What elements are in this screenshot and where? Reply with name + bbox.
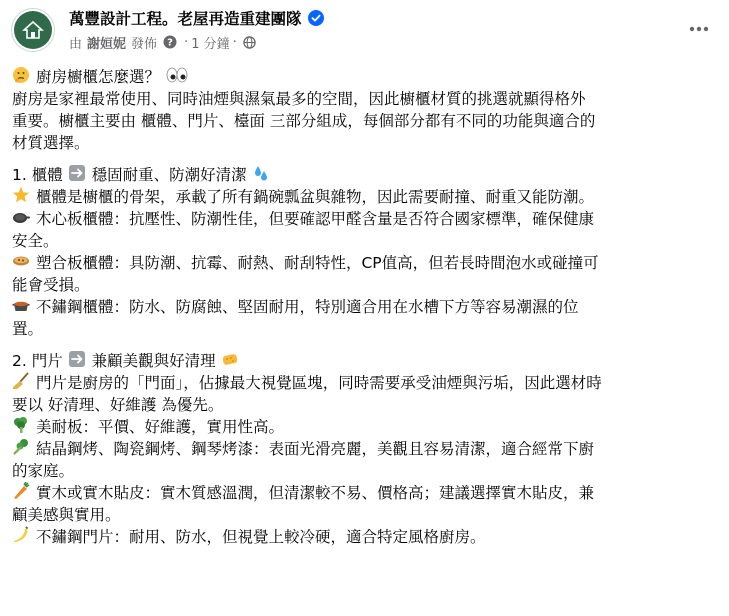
section1-item1-line <box>12 208 724 230</box>
post-body <box>12 66 724 548</box>
section2-desc-line <box>12 372 724 394</box>
pot-of-food-icon <box>12 296 30 320</box>
post-meta <box>69 32 256 52</box>
broccoli-icon <box>12 438 30 462</box>
section1-desc: 櫃體是櫥櫃的骨架，承載了所有鍋碗瓢盆與雜物，因此需要耐撞、耐重又能防潮。 <box>35 188 594 206</box>
section1-heading <box>12 164 724 186</box>
star-icon <box>12 186 30 210</box>
page-name-link[interactable]: 萬豐設計工程。老屋再造重建團隊 <box>69 10 302 28</box>
section2-heading <box>12 350 724 372</box>
post-header <box>0 0 729 62</box>
section1-item1-line: 安全。 <box>12 232 59 250</box>
right-arrow-icon <box>68 350 86 374</box>
thinking-face-icon <box>12 66 30 90</box>
section1-item2-line: 能會受損。 <box>12 276 90 294</box>
section2-item4-line <box>12 526 724 548</box>
verified-badge-icon <box>308 10 324 26</box>
intro-line: 廚房是家裡最常使用、同時油煙與濕氣最多的空間，因此櫥櫃材質的挑選就顯得格外 <box>12 90 586 108</box>
section1-item2: 塑合板櫃體：具防潮、抗霉、耐熱、耐刮特性，CP值高，但若長時間泡水或碰撞可 <box>35 254 599 272</box>
section2-item3-line <box>12 482 724 504</box>
meta-dot: · <box>232 34 237 50</box>
timestamp-link[interactable]: 1 分鐘 <box>191 36 230 52</box>
sponge-icon <box>221 350 239 374</box>
section2-desc: 門片是廚房的「門面」，佔據最大視覺區塊，同時需要承受油煙與污垢，因此選材時 <box>35 374 602 392</box>
section2-item1: 美耐板：平價、好維護，實用性高。 <box>35 418 284 436</box>
section2-item1-line <box>12 416 724 438</box>
intro-line: 重要。櫥櫃主要由 櫃體、門片、檯面 三部分組成，每個部分都有不同的功能與適合的 <box>12 112 596 130</box>
banana-icon <box>12 526 30 550</box>
section2-item3-line: 顧美感與實用。 <box>12 506 121 524</box>
carrot-icon <box>12 482 30 506</box>
sweat-droplets-icon <box>252 164 270 188</box>
section1-title: 穩固耐重、防潮好清潔 <box>91 166 247 184</box>
section1-desc-line <box>12 186 724 208</box>
right-arrow-icon <box>68 164 86 188</box>
section1-item3-line <box>12 296 724 318</box>
section2-item4: 不鏽鋼門片：耐用、防水，但視覺上較冷硬，適合特定風格廚房。 <box>35 528 486 546</box>
section2-item2: 結晶鋼烤、陶瓷鋼烤、鋼琴烤漆：表面光滑亮麗，美觀且容易清潔，適合經常下廚 <box>35 440 594 458</box>
house-logo-icon <box>14 11 52 49</box>
food-bowl-icon <box>12 252 30 276</box>
section2-item2-line <box>12 438 724 460</box>
section2-item3: 實木或實木貼皮：實木質感溫潤，但清潔較不易、價格高；建議選擇實木貼皮，兼 <box>35 484 594 502</box>
more-horizontal-icon <box>689 26 709 32</box>
section1-item2-line <box>12 252 724 274</box>
section2-title: 兼顧美觀與好清理 <box>91 352 216 370</box>
post-title-line <box>12 66 724 88</box>
post-title: 廚房櫥櫃怎麼選？ <box>35 68 160 86</box>
author-link[interactable]: 謝姮妮 <box>87 36 127 52</box>
section2-desc-line: 要以 好清理、好維護 為優先。 <box>12 396 224 414</box>
intro-line: 材質選擇。 <box>12 134 90 152</box>
eyes-icon <box>165 66 189 90</box>
section1-item3: 不鏽鋼櫃體：防水、防腐蝕、堅固耐用，特別適合用在水槽下方等容易潮濕的位 <box>35 298 579 316</box>
frying-pan-icon <box>12 208 30 232</box>
page-avatar[interactable] <box>11 8 55 52</box>
section1-item3-line: 置。 <box>12 320 44 338</box>
section2-item2-line: 的家庭。 <box>12 462 75 480</box>
section2-num: 2. 門片 <box>12 352 63 370</box>
meta-dot: · <box>184 34 189 50</box>
post-verb: 發佈 <box>131 36 158 52</box>
section1-item1: 木心板櫃體：抗壓性、防潮性佳，但要確認甲醛含量是否符合國家標準，確保健康 <box>35 210 594 228</box>
section1-num: 1. 櫃體 <box>12 166 63 184</box>
broccoli-icon <box>12 416 30 440</box>
page-name-row <box>69 7 324 29</box>
more-options-button[interactable] <box>681 11 717 47</box>
broom-icon <box>12 372 30 396</box>
by-prefix: 由 <box>69 36 83 52</box>
info-icon[interactable] <box>163 35 177 49</box>
svg-text:?: ? <box>167 37 173 49</box>
globe-icon[interactable] <box>243 36 256 49</box>
